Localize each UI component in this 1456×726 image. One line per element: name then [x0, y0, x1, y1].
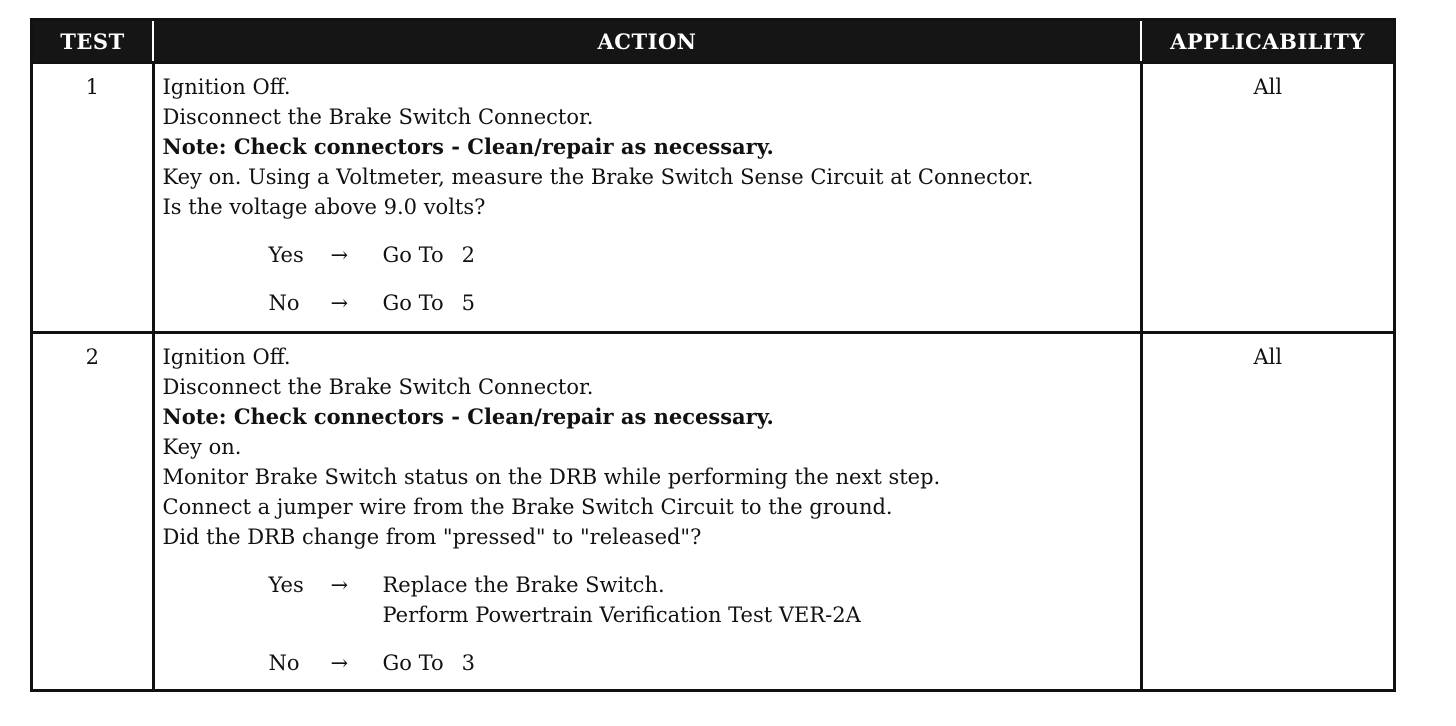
yes-result — [383, 570, 861, 630]
yes-outcome — [269, 570, 1132, 630]
no-outcome — [269, 648, 1132, 678]
table-header — [33, 21, 1393, 63]
no-result — [383, 648, 476, 678]
action-note: Note: Check connectors - Clean/repair as necessary. — [162, 134, 774, 159]
yes-label: Yes — [268, 243, 304, 267]
yes-result — [383, 240, 476, 270]
table-row — [33, 333, 1393, 689]
no-result — [383, 288, 476, 318]
action-note: Note: Check connectors - Clean/repair as necessary. — [162, 404, 774, 430]
right-arrow-icon: → — [330, 243, 349, 267]
right-arrow-icon: → — [330, 291, 349, 315]
action-cell — [153, 63, 1141, 333]
action-line: Disconnect the Brake Switch Connector. — [162, 105, 594, 129]
action-question: Did the DRB change from "pressed" to "released"? — [162, 525, 702, 550]
goto-text: Go To — [382, 243, 444, 267]
header-test: TEST — [33, 21, 153, 63]
goto-number: 5 — [461, 291, 475, 315]
right-arrow-icon: → — [330, 651, 349, 676]
test-number: 1 — [33, 63, 153, 333]
test-table — [33, 21, 1393, 689]
action-line: Disconnect the Brake Switch Connector. — [162, 375, 594, 400]
no-label: No — [268, 651, 300, 676]
table-row — [33, 63, 1393, 333]
no-label: No — [268, 291, 300, 315]
yes-outcome — [269, 240, 1132, 270]
action-line: Ignition Off. — [162, 345, 291, 370]
right-arrow-icon: → — [330, 573, 349, 598]
no-outcome — [269, 288, 1132, 318]
diagnostic-test-table — [30, 18, 1396, 692]
action-cell — [153, 333, 1141, 689]
action-line: Key on. Using a Voltmeter, measure the Brake Switch Sense Circuit at Connector. — [162, 165, 1034, 189]
goto-number: 2 — [461, 243, 475, 267]
action-line: Monitor Brake Switch status on the DRB while performing the next step. — [162, 465, 941, 490]
applicability-value: All — [1141, 333, 1393, 689]
action-line: Ignition Off. — [162, 75, 291, 99]
yes-label: Yes — [268, 573, 304, 598]
result-line: Replace the Brake Switch. — [382, 573, 665, 598]
goto-text: Go To — [382, 651, 444, 676]
action-question: Is the voltage above 9.0 volts? — [162, 195, 486, 219]
header-applicability: APPLICABILITY — [1141, 21, 1393, 63]
applicability-value: All — [1141, 63, 1393, 333]
action-line: Connect a jumper wire from the Brake Switch Circuit to the ground. — [162, 495, 893, 520]
result-line: Perform Powertrain Verification Test VER-2A — [382, 603, 861, 628]
header-action: ACTION — [153, 21, 1141, 63]
test-number: 2 — [33, 333, 153, 689]
goto-text: Go To — [382, 291, 444, 315]
action-line: Key on. — [162, 435, 242, 460]
goto-number: 3 — [461, 651, 475, 676]
